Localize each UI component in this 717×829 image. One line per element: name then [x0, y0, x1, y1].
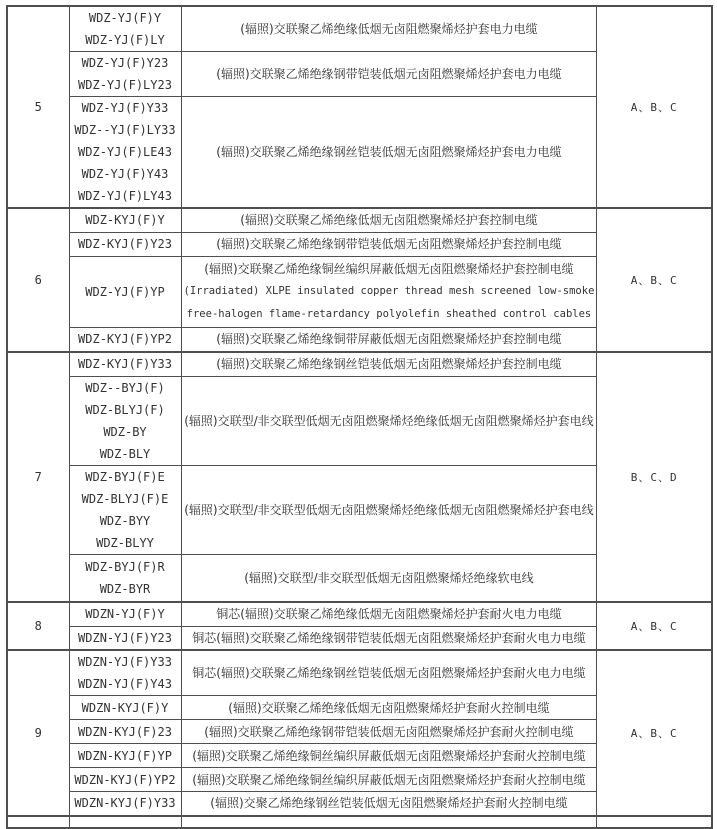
- model-code: WDZ-KYJ(F)Y23: [78, 237, 172, 251]
- model-code: WDZ-YJ(F)LE43: [78, 145, 172, 159]
- description-line: 铜芯(辐照)交联聚乙烯绝缘低烟无卤阻燃聚烯烃护套耐火电力电缆: [216, 607, 562, 622]
- description-line: (辐照)交联型/非交联型低烟无卤阻燃聚烯烃绝缘低烟无卤阻燃聚烯烃护套电线: [184, 502, 594, 517]
- description-line-en: (Irradiated) XLPE insulated copper thread mesh screened low-smoke: [183, 284, 595, 297]
- model-cell: [69, 744, 181, 768]
- model-code: WDZN-YJ(F)Y43: [78, 677, 172, 691]
- model-code: WDZ-YJ(F)Y33: [81, 101, 169, 115]
- model-cell: [69, 465, 181, 554]
- description-line: (辐照)交联聚乙烯绝缘钢带铠装低烟元卤阻燃聚烯烃护套电力电缆: [216, 67, 562, 81]
- model-code: WDZ-BYJ(F)R: [85, 559, 165, 574]
- category-cell: A、B、C: [597, 650, 712, 816]
- model-code: WDZN-YJ(F)Y33: [78, 655, 172, 669]
- model-cell: [69, 792, 181, 816]
- table-row: [7, 208, 712, 232]
- model-code: WDZ-BLYJ(F): [85, 402, 165, 417]
- model-code: WDZ-YJ(F)Y: [88, 11, 162, 25]
- model-code: WDZ-YJ(F)LY: [85, 33, 165, 47]
- model-cell: [69, 327, 181, 352]
- model-code: WDZ-KYJ(F)Y: [85, 213, 165, 228]
- description-line: (辐照)交联聚乙烯绝缘铜带屏蔽低烟无卤阻燃聚烯烃护套控制电缆: [216, 332, 562, 347]
- description-cell: [181, 465, 597, 554]
- model-code: WDZ-BY: [103, 424, 147, 439]
- model-cell: [69, 626, 181, 650]
- model-code: WDZN-KYJ(F)YP: [78, 748, 172, 763]
- description-cell: [181, 602, 597, 626]
- description-line: (辐照)交联型/非交联型低烟无卤阻燃聚烯烃绝缘低烟无卤阻燃聚烯烃护套电线: [184, 413, 594, 428]
- model-code: WDZ-BYJ(F)E: [85, 469, 165, 484]
- empty-cell: [69, 816, 181, 828]
- empty-cell: [7, 816, 69, 828]
- description-line: (辐照)交联聚乙烯绝缘铜丝编织屏蔽低烟无卤阻燃聚烯烃护套耐火控制电缆: [192, 772, 586, 787]
- description-cell: [181, 352, 597, 376]
- model-cell: [69, 650, 181, 696]
- description-cell: [181, 327, 597, 352]
- section-index-cell: 6: [7, 208, 69, 352]
- category-cell: A、B、C: [597, 208, 712, 352]
- model-cell: [69, 256, 181, 327]
- model-code: WDZ-BLY: [99, 446, 151, 461]
- model-cell: [69, 52, 181, 97]
- description-cell: [181, 97, 597, 209]
- partial-row: [7, 816, 712, 828]
- model-code: WDZ-BLYY: [96, 535, 154, 550]
- model-cell: [69, 696, 181, 720]
- model-cell: [69, 720, 181, 744]
- description-line: 铜芯(辐照)交联聚乙烯绝缘钢丝铠装低烟无卤阻燃聚烯烃护套耐火电力电缆: [192, 666, 586, 680]
- model-code: WDZ-KYJ(F)YP2: [78, 332, 172, 347]
- description-line: (辐照)交联聚乙烯绝缘钢带铠装低烟无卤阻燃聚烯烃护套控制电缆: [216, 237, 562, 251]
- model-cell: [69, 232, 181, 256]
- table-row: [7, 352, 712, 376]
- description-cell: [181, 650, 597, 696]
- cable-model-table-wrap: [6, 5, 713, 829]
- description-cell: [181, 720, 597, 744]
- description-cell: [181, 256, 597, 327]
- description-cell: [181, 554, 597, 602]
- model-code: WDZ-YJ(F)Y23: [81, 56, 169, 70]
- section-index-cell: 8: [7, 602, 69, 650]
- model-cell: [69, 602, 181, 626]
- model-cell: [69, 208, 181, 232]
- model-code: WDZN-KYJ(F)Y: [81, 700, 169, 715]
- description-cell: [181, 626, 597, 650]
- description-cell: [181, 52, 597, 97]
- cable-model-table-body: [7, 6, 712, 828]
- description-line: (辐照)交联聚乙烯绝缘铜丝编织屏蔽低烟无卤阻燃聚烯烃护套耐火控制电缆: [192, 748, 586, 763]
- model-code: WDZ-YJ(F)YP: [85, 284, 165, 299]
- description-cell: [181, 208, 597, 232]
- description-line: (辐照)交联聚乙烯绝缘低烟无卤阻燃聚烯烃护套耐火控制电缆: [228, 700, 550, 715]
- model-cell: [69, 554, 181, 602]
- model-code: WDZN-KYJ(F)Y33: [74, 796, 176, 811]
- description-cell: [181, 232, 597, 256]
- category-cell: B、C、D: [597, 352, 712, 602]
- model-code: WDZ-BLYJ(F)E: [81, 491, 169, 506]
- description-line: 铜芯(辐照)交联聚乙烯绝缘钢带铠装低烟无卤阻燃聚烯烃护套耐火电力电缆: [192, 630, 586, 645]
- description-line: (辐照)交联聚乙烯绝缘低烟无卤阻燃聚烯烃护套控制电缆: [240, 213, 538, 228]
- description-line: (辐照)交聚乙烯绝缘钢丝铠装低烟无卤阻燃聚烯烃护套耐火控制电缆: [210, 796, 568, 811]
- description-line: (辐照)交联聚乙烯绝缘铜丝编织屏蔽低烟无卤阻燃聚烯烃护套控制电缆: [204, 261, 574, 276]
- description-line-en: free-halogen flame-retardancy polyolefin sheathed control cables: [186, 307, 592, 320]
- description-cell: [181, 696, 597, 720]
- description-cell: [181, 792, 597, 816]
- model-code: WDZN-YJ(F)Y23: [78, 630, 172, 645]
- category-cell: A、B、C: [597, 6, 712, 208]
- model-code: WDZN-KYJ(F)23: [78, 724, 172, 739]
- model-code: WDZ-YJ(F)Y43: [81, 167, 169, 181]
- model-code: WDZN-KYJ(F)YP2: [74, 772, 176, 787]
- table-row: [7, 602, 712, 626]
- model-cell: [69, 6, 181, 52]
- empty-cell: [181, 816, 597, 828]
- cable-model-table: [6, 5, 713, 829]
- description-cell: [181, 6, 597, 52]
- empty-cell: [597, 816, 712, 828]
- description-cell: [181, 744, 597, 768]
- model-code: WDZ--BYJ(F): [85, 380, 165, 395]
- model-code: WDZN-YJ(F)Y: [85, 607, 165, 622]
- description-line: (辐照)交联聚乙烯绝缘钢带铠装低烟无卤阻燃聚烯烃护套耐火控制电缆: [204, 724, 574, 739]
- description-line: (辐照)交联聚乙烯绝缘钢丝铠装低烟无卤阻燃聚烯烃护套电力电缆: [216, 145, 562, 159]
- table-row: [7, 650, 712, 696]
- model-code: WDZ-BYR: [99, 581, 151, 596]
- model-cell: [69, 97, 181, 209]
- model-code: WDZ-BYY: [99, 513, 151, 528]
- description-cell: [181, 768, 597, 792]
- model-cell: [69, 768, 181, 792]
- model-code: WDZ-YJ(F)LY43: [78, 189, 172, 203]
- category-cell: A、B、C: [597, 602, 712, 650]
- description-cell: [181, 376, 597, 465]
- model-code: WDZ-YJ(F)LY23: [78, 78, 172, 92]
- section-index-cell: 5: [7, 6, 69, 208]
- model-code: WDZ-KYJ(F)Y33: [78, 357, 172, 372]
- section-index-cell: 9: [7, 650, 69, 816]
- table-row: [7, 6, 712, 52]
- model-cell: [69, 376, 181, 465]
- description-line: (辐照)交联聚乙烯绝缘低烟无卤阻燃聚烯烃护套电力电缆: [240, 22, 538, 36]
- model-cell: [69, 352, 181, 376]
- description-line: (辐照)交联型/非交联型低烟无卤阻燃聚烯烃绝缘软电线: [244, 570, 534, 585]
- model-code: WDZ--YJ(F)LY33: [74, 123, 176, 137]
- section-index-cell: 7: [7, 352, 69, 602]
- description-line: (辐照)交联聚乙烯绝缘钢丝铠装低烟无卤阻燃聚烯烃护套控制电缆: [216, 357, 562, 372]
